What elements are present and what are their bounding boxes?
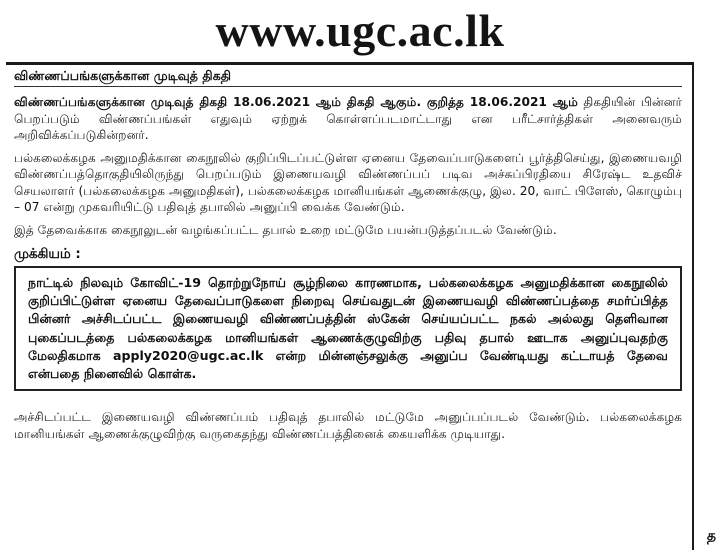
site-title: www.ugc.ac.lk (215, 5, 505, 56)
closing-date-emphasis: விண்ணப்பங்களுக்கான முடிவுத் திகதி 18.06.2021 ஆம் திகதி ஆகும். குறித்த 18.06.2021 ஆம் (14, 95, 578, 110)
envelope-paragraph: இத் தேவைக்காக கைநூலுடன் வழங்கப்பட்ட தபால் உறை மட்டுமே பயன்படுத்தப்படல் வேண்டும். (14, 223, 557, 238)
notice-content (14, 68, 682, 442)
closing-date-text: திகதியின் பின்னர் பெறப்படும் விண்ணப்பங்கள் எதுவும் ஏற்றுக் கொள்ளப்படமாட்டாது என பரீட்சார்த்திகள் அனைவரும் அறிவிக்கப்படுகின்றனர். (14, 95, 682, 142)
closing-date-paragraph (14, 94, 682, 143)
important-notice-text: நாட்டில் நிலவும் கோவிட்-19 தொற்றுநோய் சூழ்நிலை காரணமாக, பல்கலைக்கழக அனுமதிக்கான கைநூலில் குறிப்பிட்டுள்ள ஏனைய தேவைப்பாடுகளை நிறைவு செய்வதுடன் இணையவழி விண்ணப்பத்தை சமர்ப்பித்த பின்னர் அச்சிடப்பட்ட இணையவழி விண்ணப்பத்தின் ஸ்கேன் செய்யப்பட்ட நகல் அல்லது தெளிவான புகைப்படத்தை பல்கலைக்கழக மானியங்கள் ஆணைக்குழுவிற்கு பதிவு தபால் ஊடாக அனுப்புவதற்கு மேலதிகமாக apply2020@ugc.ac.lk என்ற மின்னஞ்சலுக்கு அனுப்ப வேண்டியது கட்டாயத் தேவை என்பதை நினைவில் கொள்க. (28, 274, 668, 381)
section-heading: விண்ணப்பங்களுக்கான முடிவுத் திகதி (14, 68, 682, 87)
submission-instructions-paragraph: பல்கலைக்கழக அனுமதிக்கான கைநூலில் குறிப்பிடப்பட்டுள்ள ஏனைய தேவைப்பாடுகளைப் பூர்த்திசெய்து, இணையவழி விண்ணப்பத்தொகுதியிலிருந்து பெறப்படும் இணையவழி விண்ணப்பப் படிவ அச்சுப்பிரதியை சிரேஷ்ட உதவிச் செயலாளர் (பல்கலைக்கழக அனுமதிகள்), பல்கலைக்கழக மானியங்கள் ஆணைக்குழு, இல. 20, வாட் பிளேஸ், கொழும்பு – 07 என்று முகவரியிட்டு பதிவுத் தபாலில் அனுப்பி வைக்க வேண்டும். (14, 151, 682, 215)
registered-post-paragraph: அச்சிடப்பட்ட இணையவழி விண்ணப்பம் பதிவுத் தபாலில் மட்டுமே அனுப்பப்படல் வேண்டும். பல்கலைக்கழக மானியங்கள் ஆணைக்குழுவிற்கு வருகைதந்து விண்ணப்பத்தினைக் கையளிக்க முடியாது. (14, 410, 682, 441)
important-notice-box (14, 266, 682, 391)
important-heading: முக்கியம் : (14, 246, 81, 262)
adjacent-column-fragment: த (706, 528, 716, 544)
page-header (0, 0, 720, 62)
